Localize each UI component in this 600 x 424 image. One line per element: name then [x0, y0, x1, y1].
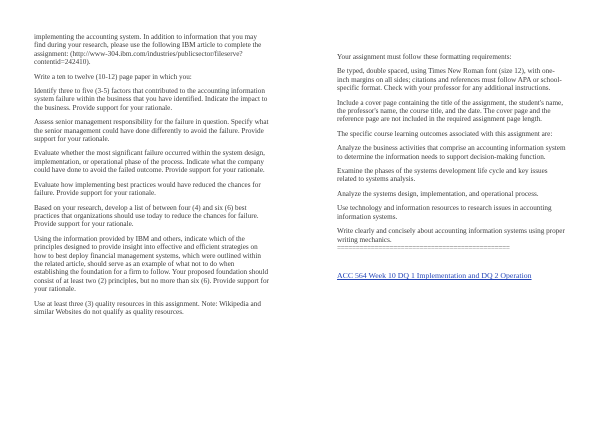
document-link[interactable]: ACC 564 Week 10 DQ 1 Implementation and DQ 2 Operation: [337, 271, 532, 281]
paragraph: Analyze the business activities that comprise an accounting information system to determine the information needs to support decision-making function.: [337, 144, 566, 161]
paragraph: Use at least three (3) quality resources in this assignment. Note: Wikipedia and similar Websites do not qualify as quality resources.: [34, 299, 261, 316]
paragraph: Be typed, double spaced, using Times New Roman font (size 12), with one-inch margins on all sides; citations and references must follow APA or school-specific format. Check with your professor for any additional instructions.: [337, 67, 562, 93]
paragraph: The specific course learning outcomes associated with this assignment are:: [337, 129, 553, 138]
paragraph: Use technology and information resources to research issues in accounting information systems.: [337, 204, 552, 221]
paragraph: Based on your research, develop a list of between four (4) and six (6) best practices that organizations should use today to reduce the chances for failure. Provide support for your rationale.: [34, 203, 259, 229]
paragraph: Write clearly and concisely about accounting information systems using proper writing mechanics.: [337, 227, 565, 244]
paragraph: Analyze the systems design, implementation, and operational process.: [337, 189, 539, 198]
left-column: [34, 33, 270, 322]
paragraph: Include a cover page containing the title of the assignment, the student's name, the professor's name, the course title, and the date. The cover page and the reference page are not included in the required assignment page length.: [337, 98, 564, 124]
paragraph: Your assignment must follow these formatting requirements:: [337, 53, 512, 61]
divider-line: ==============================================: [337, 243, 510, 252]
paragraph: Examine the phases of the systems development life cycle and key issues related to systems analysis.: [337, 167, 548, 184]
right-column: [337, 53, 566, 287]
paragraph: Identify three to five (3-5) factors that contributed to the accounting information system failure within the business that you have identified. Indicate the impact to the business. Provide support for your rationale.: [34, 87, 268, 112]
paragraph: Assess senior management responsibility for the failure in question. Specify what the senior management could have done differently to avoid the failure. Provide support for your rationale.: [34, 118, 269, 144]
paragraph: Evaluate how implementing best practices would have reduced the chances for failure. Provide support for your rationale.: [34, 180, 261, 198]
paragraph: Using the information provided by IBM and others, indicate which of the principles designed to provide insight into effective and efficient strategies on how to best deploy financial management systems, which were outlined within the related article, should serve as an example of what not to do when establishing the foundation for a firm to follow. Your proposed foundation should consist of at least two (2) principles, but no more than six (6). Provide support for your rationale.: [34, 234, 269, 294]
paragraph: Write a ten to twelve (10-12) page paper in which you:: [34, 72, 192, 81]
paragraph: Evaluate whether the most significant failure occurred within the system design, implementation, or operational phase of the process. Indicate what the company could have done to avoid the failed outcome. Provide support for your rationale.: [34, 149, 265, 175]
paragraph: implementing the accounting system. In addition to information that you may find during your research, please use the following IBM article to complete the assignment: (http://www-304.ibm.com/industries/publicsector/fileserve?contentid=242410).: [34, 33, 262, 67]
